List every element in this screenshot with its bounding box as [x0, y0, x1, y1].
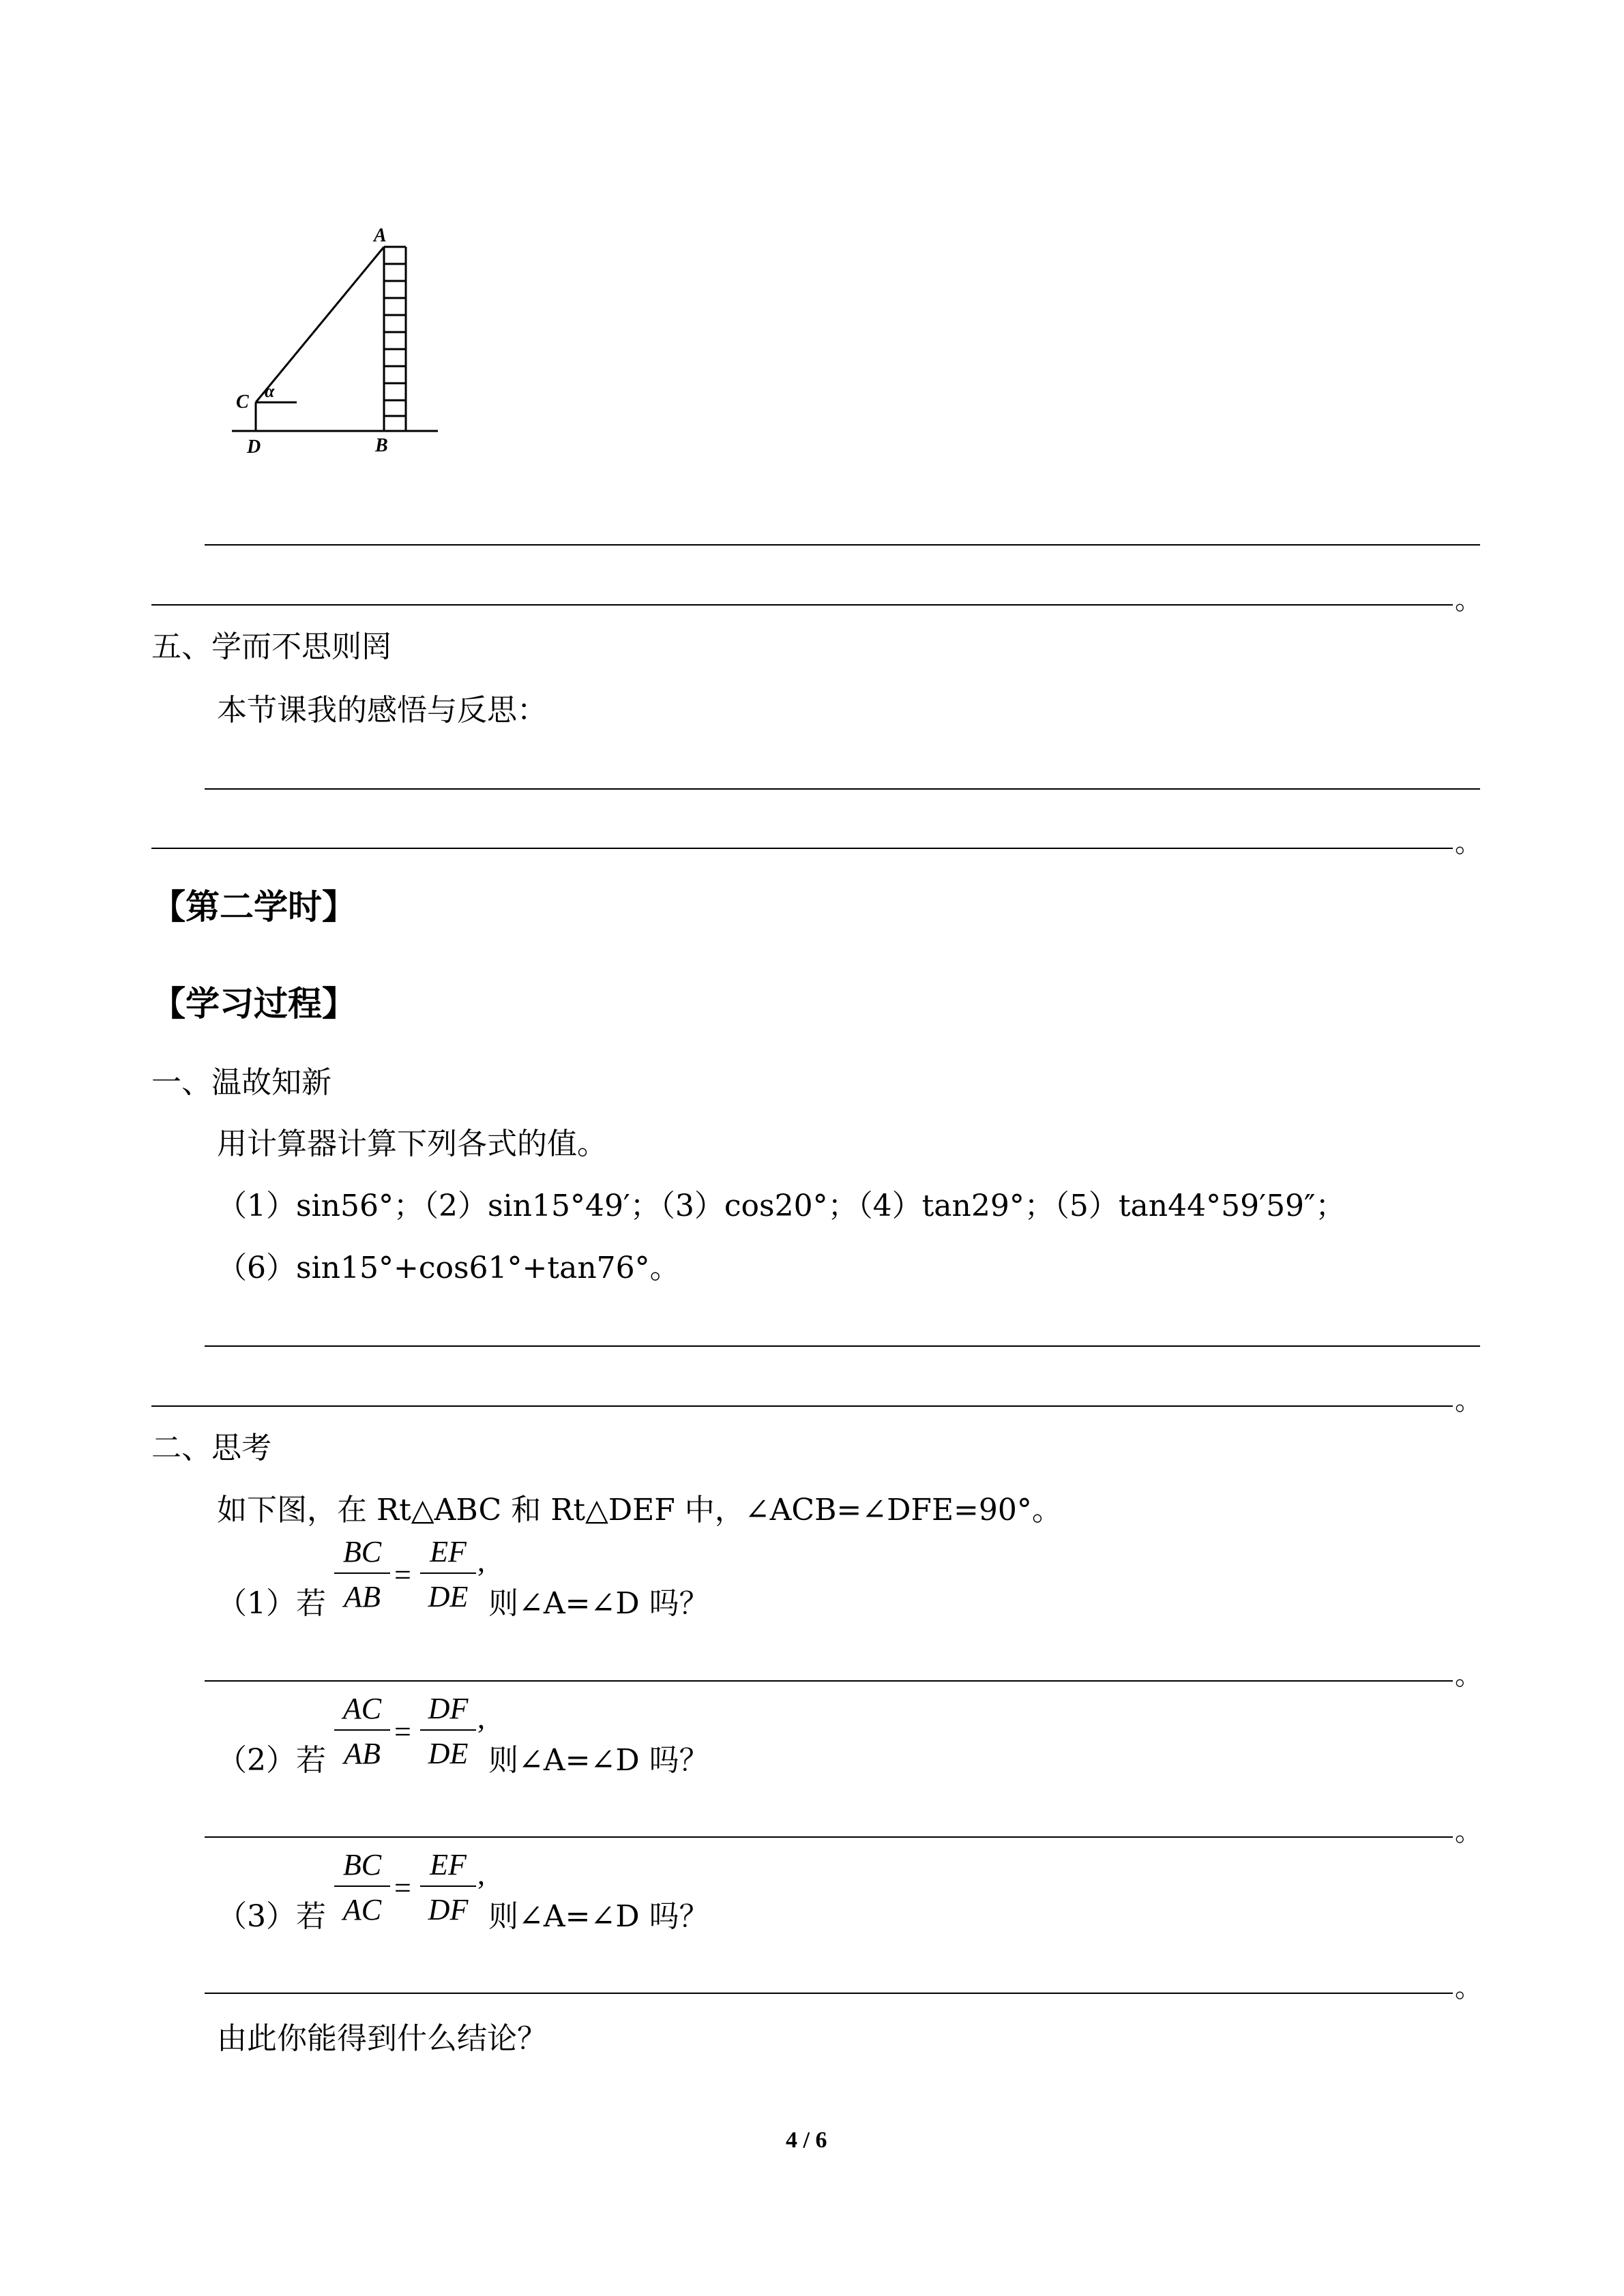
fraction-denominator: AB [344, 1737, 381, 1770]
fraction-denominator: DE [428, 1737, 469, 1770]
q3-fraction-left [331, 1847, 393, 1929]
lesson-two-title: 【第二学时】 [151, 887, 356, 927]
fraction-bar [334, 1572, 390, 1574]
fraction-bar [420, 1729, 476, 1731]
q3-fraction-right [417, 1847, 479, 1929]
fraction-numerator: EF [430, 1535, 467, 1568]
ladder-angle-figure [218, 218, 450, 457]
period-mark: 。 [1455, 827, 1482, 859]
q1-fraction-right [417, 1534, 479, 1616]
label-b: B [375, 435, 388, 456]
q1-suffix: 则∠A=∠D 吗？ [488, 1586, 709, 1621]
comma: , [477, 1545, 485, 1578]
fraction-numerator: EF [430, 1848, 467, 1881]
comma: , [477, 1701, 485, 1735]
q2-prefix: （2）若 [217, 1743, 326, 1778]
section-two-heading: 二、思考 [151, 1431, 271, 1465]
fraction-numerator: BC [342, 1535, 382, 1568]
equals-sign: = [394, 1558, 411, 1592]
q3-suffix: 则∠A=∠D 吗？ [488, 1899, 709, 1934]
sight-line-ca [256, 247, 384, 402]
answer-line[interactable] [205, 788, 1480, 790]
reflection-prompt: 本节课我的感悟与反思： [217, 693, 547, 728]
fraction-denominator: AC [342, 1893, 382, 1926]
period-mark: 。 [1455, 1816, 1482, 1847]
q2-suffix: 则∠A=∠D 吗？ [488, 1743, 709, 1778]
period-mark: 。 [1455, 1972, 1482, 2003]
label-alpha: α [265, 381, 275, 401]
label-c: C [236, 391, 249, 413]
learning-process-title: 【学习过程】 [151, 984, 356, 1024]
comma: , [477, 1858, 485, 1891]
period-mark: 。 [1455, 584, 1482, 616]
fraction-numerator: BC [342, 1848, 382, 1881]
answer-line[interactable] [151, 1405, 1453, 1407]
answer-line[interactable] [205, 1680, 1453, 1682]
label-a: A [374, 225, 387, 246]
answer-line[interactable] [205, 1345, 1480, 1347]
section-one-heading: 一、温故知新 [151, 1065, 331, 1100]
calc-items-line1: （1）sin56°；（2）sin15°49′；（3）cos20°；（4）tan29°；（5）tan44°59′59″； [217, 1189, 1346, 1223]
label-d: D [247, 436, 261, 457]
fraction-bar [334, 1729, 390, 1731]
conclusion-question: 由此你能得到什么结论？ [217, 2021, 547, 2056]
calc-items-line2: （6）sin15°+cos61°+tan76°。 [217, 1251, 680, 1285]
q1-fraction-left [331, 1534, 393, 1616]
fraction-denominator: DF [428, 1893, 469, 1926]
fraction-bar [334, 1885, 390, 1887]
fraction-bar [420, 1885, 476, 1887]
q1-prefix: （1）若 [217, 1586, 326, 1621]
section-five-heading: 五、学而不思则罔 [151, 629, 392, 664]
period-mark: 。 [1455, 1660, 1482, 1691]
answer-line[interactable] [205, 1993, 1453, 1994]
q3-prefix: （3）若 [217, 1899, 326, 1934]
period-mark: 。 [1455, 1385, 1482, 1416]
fraction-numerator: DF [428, 1692, 469, 1725]
equals-sign: = [394, 1871, 411, 1905]
fraction-denominator: AB [344, 1580, 381, 1613]
calc-instruction: 用计算器计算下列各式的值。 [217, 1127, 607, 1161]
answer-line[interactable] [205, 1836, 1453, 1838]
section-two-intro: 如下图，在 Rt△ABC 和 Rt△DEF 中，∠ACB=∠DFE=90°。 [217, 1493, 1062, 1527]
answer-line[interactable] [151, 848, 1453, 849]
q2-fraction-left [331, 1691, 393, 1773]
fraction-numerator: AC [342, 1692, 382, 1725]
fraction-bar [420, 1572, 476, 1574]
answer-line[interactable] [151, 604, 1453, 606]
answer-line[interactable] [205, 544, 1480, 546]
q2-fraction-right [417, 1691, 479, 1773]
page-number: 4 / 6 [786, 2128, 827, 2153]
equals-sign: = [394, 1715, 411, 1748]
fraction-denominator: DE [428, 1580, 469, 1613]
